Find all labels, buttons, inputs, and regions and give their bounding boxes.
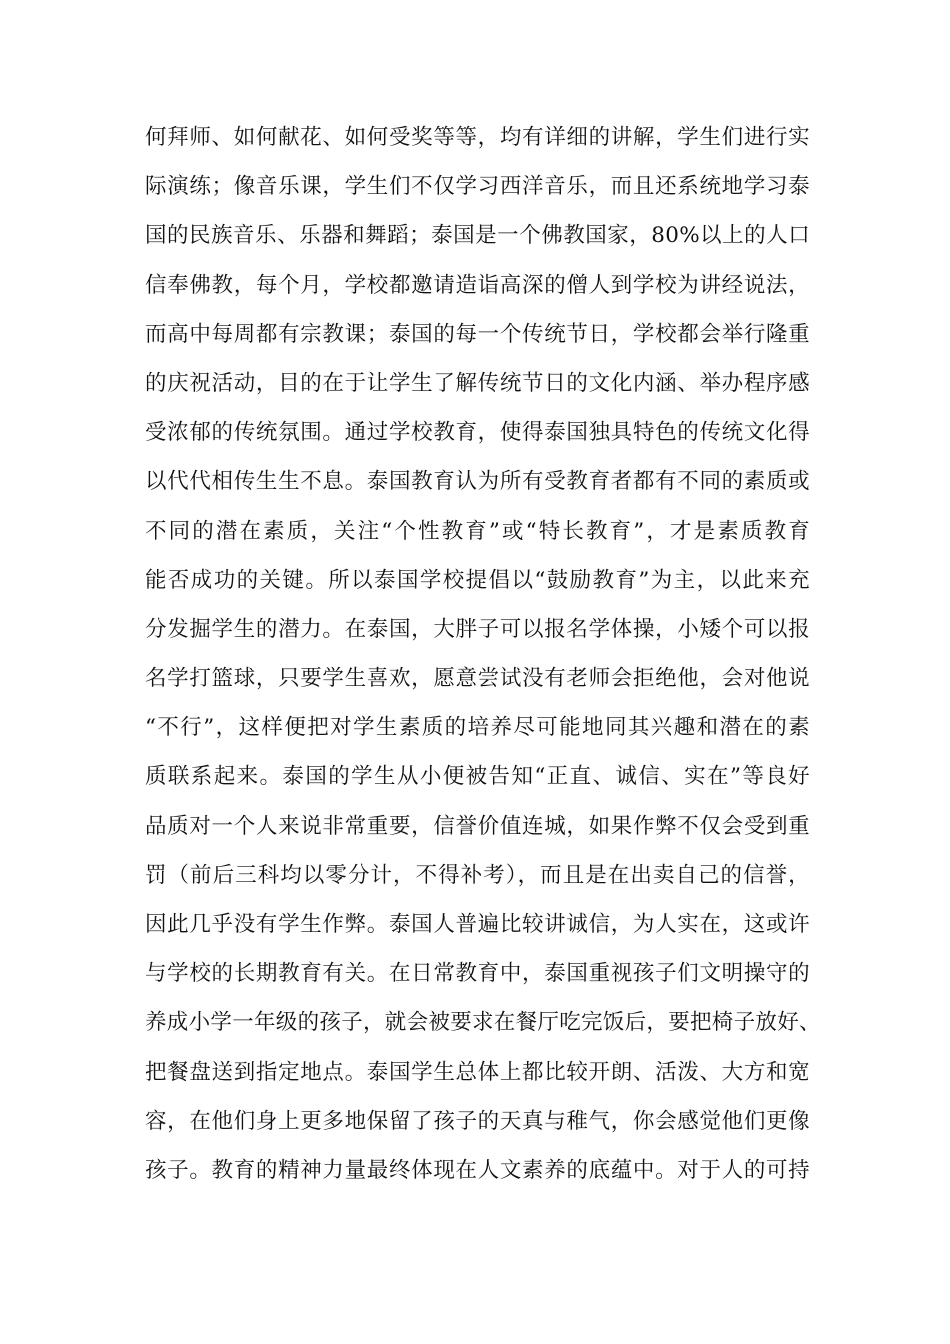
text-line: 名学打篮球，只要学生喜欢，愿意尝试没有老师会拒绝他，会对他说 xyxy=(145,666,810,692)
text-line: “不行”，这样便把对学生素质的培养尽可能地同其兴趣和潜在的素 xyxy=(145,715,810,741)
text-line: 而高中每周都有宗教课；泰国的每一个传统节日，学校都会举行隆重 xyxy=(145,321,810,347)
text-line: 际演练；像音乐课，学生们不仅学习西洋音乐，而且还系统地学习泰 xyxy=(145,174,810,200)
text-line: 分发掘学生的潜力。在泰国，大胖子可以报名学体操，小矮个可以报 xyxy=(145,616,810,642)
text-line: 以代代相传生生不息。泰国教育认为所有受教育者都有不同的素质或 xyxy=(145,469,810,495)
text-line: 容，在他们身上更多地保留了孩子的天真与稚气，你会感觉他们更像 xyxy=(145,1108,810,1134)
text-line: 把餐盘送到指定地点。泰国学生总体上都比较开朗、活泼、大方和宽 xyxy=(145,1059,810,1085)
text-line: 养成小学一年级的孩子，就会被要求在餐厅吃完饭后，要把椅子放好、 xyxy=(145,1010,821,1036)
body-text xyxy=(145,113,821,1195)
text-line: 信奉佛教，每个月，学校都邀请造诣高深的僧人到学校为讲经说法， xyxy=(145,272,810,298)
text-line: 因此几乎没有学生作弊。泰国人普遍比较讲诚信，为人实在，这或许 xyxy=(145,912,810,937)
text-line: 罚（前后三科均以零分计，不得补考），而且是在出卖自己的信誉， xyxy=(145,862,810,888)
text-line: 受浓郁的传统氛围。通过学校教育，使得泰国独具特色的传统文化得 xyxy=(145,420,810,446)
text-line: 能否成功的关键。所以泰国学校提倡以“鼓励教育”为主，以此来充 xyxy=(145,567,810,593)
text-line: 何拜师、如何献花、如何受奖等等，均有详细的讲解，学生们进行实 xyxy=(145,125,810,150)
text-line: 与学校的长期教育有关。在日常教育中，泰国重视孩子们文明操守的 xyxy=(145,961,810,987)
text-line: 孩子。教育的精神力量最终体现在人文素养的底蕴中。对于人的可持 xyxy=(145,1157,810,1183)
text-line: 不同的潜在素质，关注“个性教育”或“特长教育”，才是素质教育 xyxy=(145,518,810,544)
text-line: 国的民族音乐、乐器和舞蹈；泰国是一个佛教国家，80%以上的人口 xyxy=(145,223,810,249)
text-line: 的庆祝活动，目的在于让学生了解传统节日的文化内涵、举办程序感 xyxy=(145,370,810,396)
text-line: 质联系起来。泰国的学生从小便被告知“正直、诚信、实在”等良好 xyxy=(145,764,810,790)
text-line: 品质对一个人来说非常重要，信誉价值连城，如果作弊不仅会受到重 xyxy=(145,813,810,839)
